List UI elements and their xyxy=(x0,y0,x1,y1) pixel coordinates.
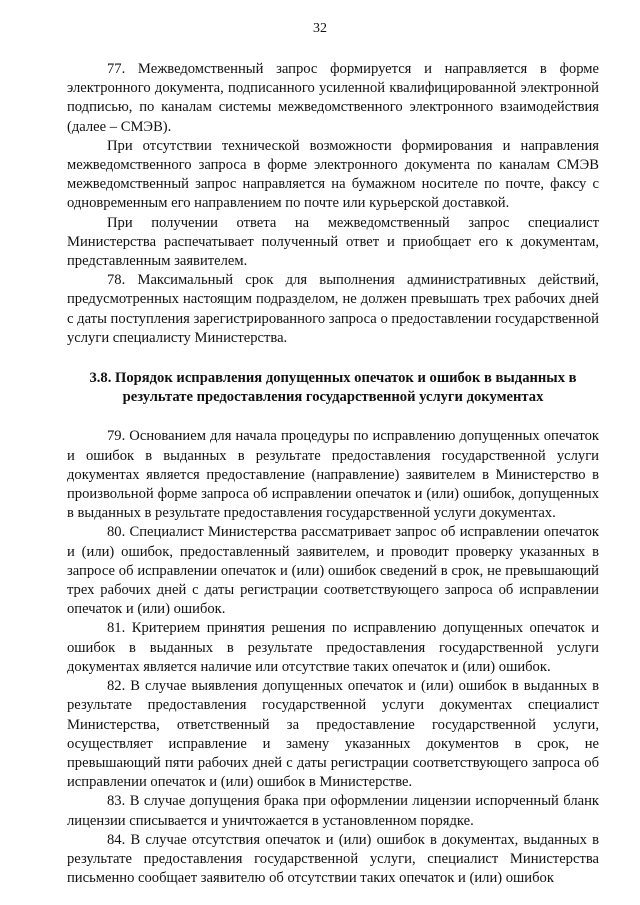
paragraph-83: 83. В случае допущения брака при оформлении лицензии испорченный бланк лицензии списывается и уничтожается в установленном порядке. xyxy=(67,793,599,829)
page-number: 32 xyxy=(313,21,327,36)
paragraph-81: 81. Критерием принятия решения по исправлению допущенных опечаток и ошибок в выданных в результате предоставления государственной услуги документах является наличие или отсутствие таких опечаток и (или) ошибок. xyxy=(67,620,599,675)
paragraph-79: 79. Основанием для начала процедуры по исправлению допущенных опечаток и ошибок в выданных в результате предоставления государственной услуги документах является предоставление (направление) заявителем в Министерство в произвольной форме запроса об исправлении опечаток и (или) ошибок, допущенных в выданных в результате предоставления государственной услуги документах. xyxy=(67,428,599,522)
document-body xyxy=(67,60,599,888)
section-heading: 3.8. Порядок исправления допущенных опечаток и ошибок в выданных в результате предоставления государственной услуги документах xyxy=(89,370,577,406)
paragraph-84: 84. В случае отсутствия опечаток и (или) ошибок в документах, выданных в результате предоставления государственной услуги, специалист Министерства письменно сообщает заявителю об отсутствии таких опечаток и (или) ошибок xyxy=(67,831,599,887)
paragraph-77: 77. Межведомственный запрос формируется и направляется в форме электронного документа, подписанного усиленной квалифицированной электронной подписью, по каналам системы межведомственного электронного взаимодействия (далее – СМЭВ). xyxy=(67,61,599,135)
paragraph-80: 80. Специалист Министерства рассматривает запрос об исправлении опечаток и (или) ошибок, предоставленный заявителем, и проводит проверку указанных в запросе об исправлении опечаток и (или) ошибок сведений в срок, не превышающий трех рабочих дней с даты регистрации соответствующего запроса об исправлении опечаток и (или) ошибок. xyxy=(67,524,599,618)
paragraph-77-response: При получении ответа на межведомственный запрос специалист Министерства распечатывает полученный ответ и приобщает его к документам, представленным заявителем. xyxy=(67,214,599,270)
paragraph-78: 78. Максимальный срок для выполнения административных действий, предусмотренных настоящим подразделом, не должен превышать трех рабочих дней с даты поступления зарегистрированного запроса о предоставлении государственной услуги специалисту Министерства. xyxy=(67,272,599,346)
paragraph-82: 82. В случае выявления допущенных опечаток и (или) ошибок в выданных в результате предоставления государственной услуги документах специалист Министерства, ответственный за предоставление государственной услуги, осуществляет исправление и замену указанных документов в срок, не превышающий пяти рабочих дней с даты регистрации соответствующего запроса об исправлении опечаток и (или) ошибок в Министерстве. xyxy=(67,678,599,791)
paragraph-77-smev-absent: При отсутствии технической возможности формирования и направления межведомственного запроса в форме электронного документа по каналам СМЭВ межведомственный запрос направляется на бумажном носителе по почте, факсу с одновременным его направлением по почте или курьерской доставкой. xyxy=(67,137,599,212)
